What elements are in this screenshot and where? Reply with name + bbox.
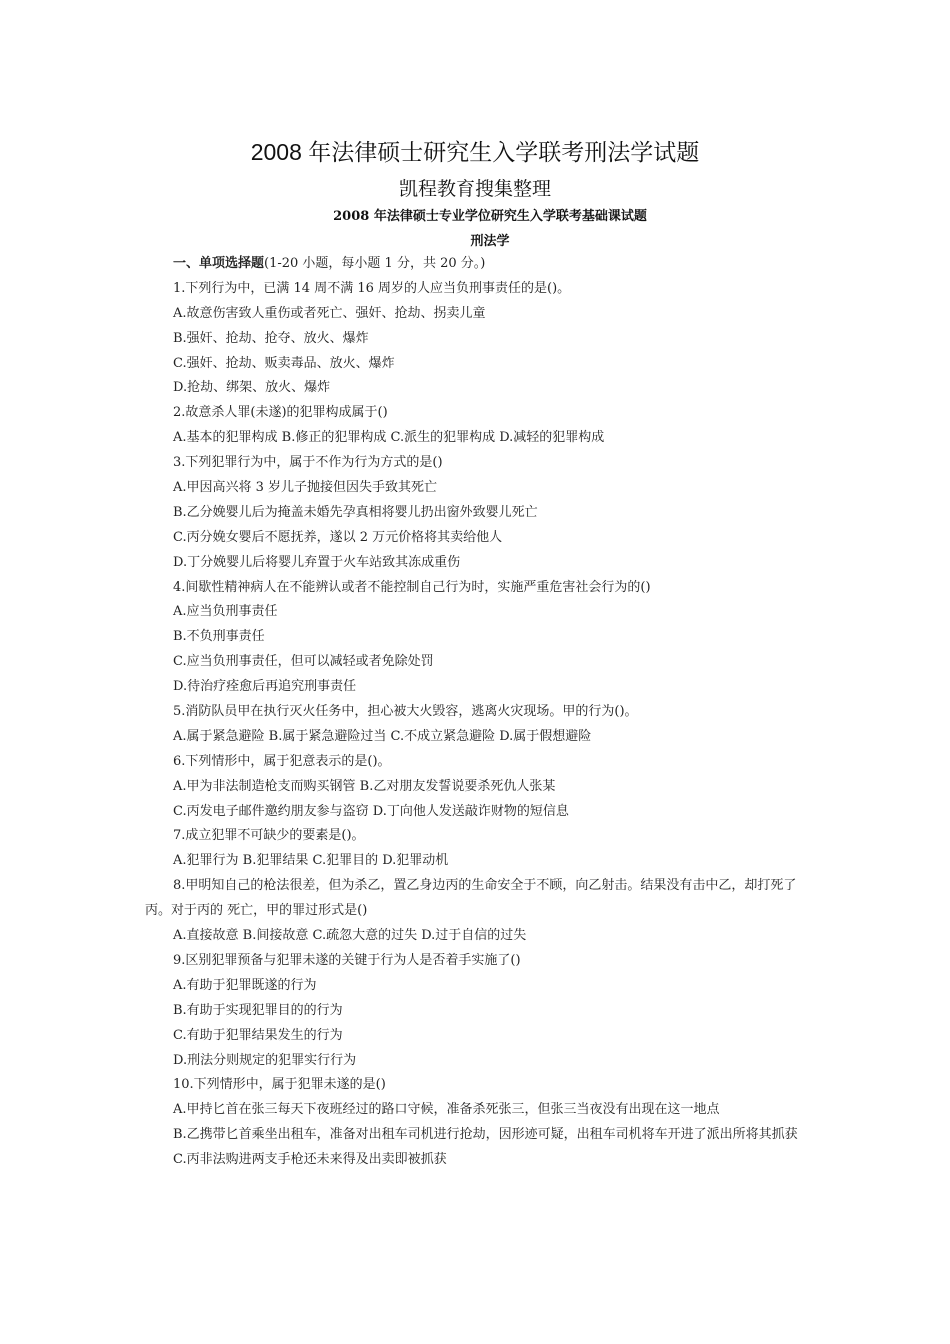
option-line: A.甲持匕首在张三每天下夜班经过的路口守候，准备杀死张三，但张三当夜没有出现在这一地点 [173,1102,720,1118]
option-line: D.抢劫、绑架、放火、爆炸 [173,380,331,396]
section-label: 一、单项选择题 [173,256,265,271]
option-line: A.有助于犯罪既遂的行为 [173,977,317,993]
option-line: A.甲为非法制造枪支而购买钢管 B.乙对朋友发誓说要杀死仇人张某 [173,778,556,794]
document-subtitle: 凯程教育搜集整理 [398,179,551,200]
option-line: A.基本的犯罪构成 B.修正的犯罪构成 C.派生的犯罪构成 D.减轻的犯罪构成 [173,430,605,446]
option-line: C.丙发电子邮件邀约朋友参与盗窃 D.丁向他人发送敲诈财物的短信息 [173,803,569,819]
option-line: C.应当负刑事责任，但可以减轻或者免除处罚 [173,654,434,670]
option-line: D.刑法分则规定的犯罪实行行为 [173,1052,357,1068]
option-line: A.甲因高兴将 3 岁儿子抛接但因失手致其死亡 [173,480,438,496]
question-line: 4.间歇性精神病人在不能辨认或者不能控制自己行为时，实施严重危害社会行为的() [173,579,651,595]
question-line: 10.下列情形中，属于犯罪未遂的是() [173,1077,386,1093]
option-line: B.有助于实现犯罪目的的行为 [173,1002,343,1018]
option-line: A.故意伤害致人重伤或者死亡、强奸、抢劫、拐卖儿童 [173,305,486,321]
exam-heading: 2008 年法律硕士专业学位研究生入学联考基础课试题 [333,209,647,224]
question-line-wrapped: 8.甲明知自己的枪法很差，但为杀乙，置乙身边丙的生命安全于不顾，向乙射击。结果没有击中乙，却打死了丙。对于丙的 死亡，甲的罪过形式是() [145,878,797,919]
question-line: 9.区别犯罪预备与犯罪未遂的关键于行为人是否着手实施了() [173,952,521,968]
option-line: D.待治疗痊愈后再追究刑事责任 [173,679,357,695]
section-note: (1-20 小题，每小题 1 分，共 20 分。) [264,256,486,271]
option-line: C.丙分娩女婴后不愿抚养，遂以 2 万元价格将其卖给他人 [173,529,503,545]
document-body [145,252,810,1173]
option-line: A.属于紧急避险 B.属于紧急避险过当 C.不成立紧急避险 D.属于假想避险 [173,728,592,744]
section-header [145,252,810,277]
question-line: 2.故意杀人罪(未遂)的犯罪构成属于() [173,405,388,421]
option-line: C.丙非法购进两支手枪还未来得及出卖即被抓获 [173,1152,447,1168]
option-line: A.应当负刑事责任 [173,604,278,620]
question-line: 5.消防队员甲在执行灭火任务中，担心被大火毁容，逃离火灾现场。甲的行为()。 [173,704,638,720]
option-line: B.强奸、抢劫、抢夺、放火、爆炸 [173,330,369,346]
option-line: B.不负刑事责任 [173,629,265,645]
question-line: 6.下列情形中，属于犯意表示的是()。 [173,753,391,769]
option-line: C.有助于犯罪结果发生的行为 [173,1027,343,1043]
option-line: A.直接故意 B.间接故意 C.疏忽大意的过失 D.过于自信的过失 [173,928,527,944]
option-line: B.乙分娩婴儿后为掩盖未婚先孕真相将婴儿扔出窗外致婴儿死亡 [173,504,538,520]
document-title: 2008 年法律硕士研究生入学联考刑法学试题 [250,139,700,165]
option-line: D.丁分娩婴儿后将婴儿弃置于火车站致其冻成重伤 [173,554,461,570]
subject-heading: 刑法学 [470,234,510,249]
option-line: C.强奸、抢劫、贩卖毒品、放火、爆炸 [173,355,395,371]
option-line: A.犯罪行为 B.犯罪结果 C.犯罪目的 D.犯罪动机 [173,853,449,869]
question-line: 7.成立犯罪不可缺少的要素是()。 [173,828,365,844]
option-line-wrapped: B.乙携带匕首乘坐出租车，准备对出租车司机进行抢劫，因形迹可疑，出租车司机将车开进了派出所将其抓获 [173,1127,798,1143]
question-line: 1.下列行为中，已满 14 周不满 16 周岁的人应当负刑事责任的是()。 [173,280,571,296]
question-line: 3.下列犯罪行为中，属于不作为行为方式的是() [173,455,443,471]
